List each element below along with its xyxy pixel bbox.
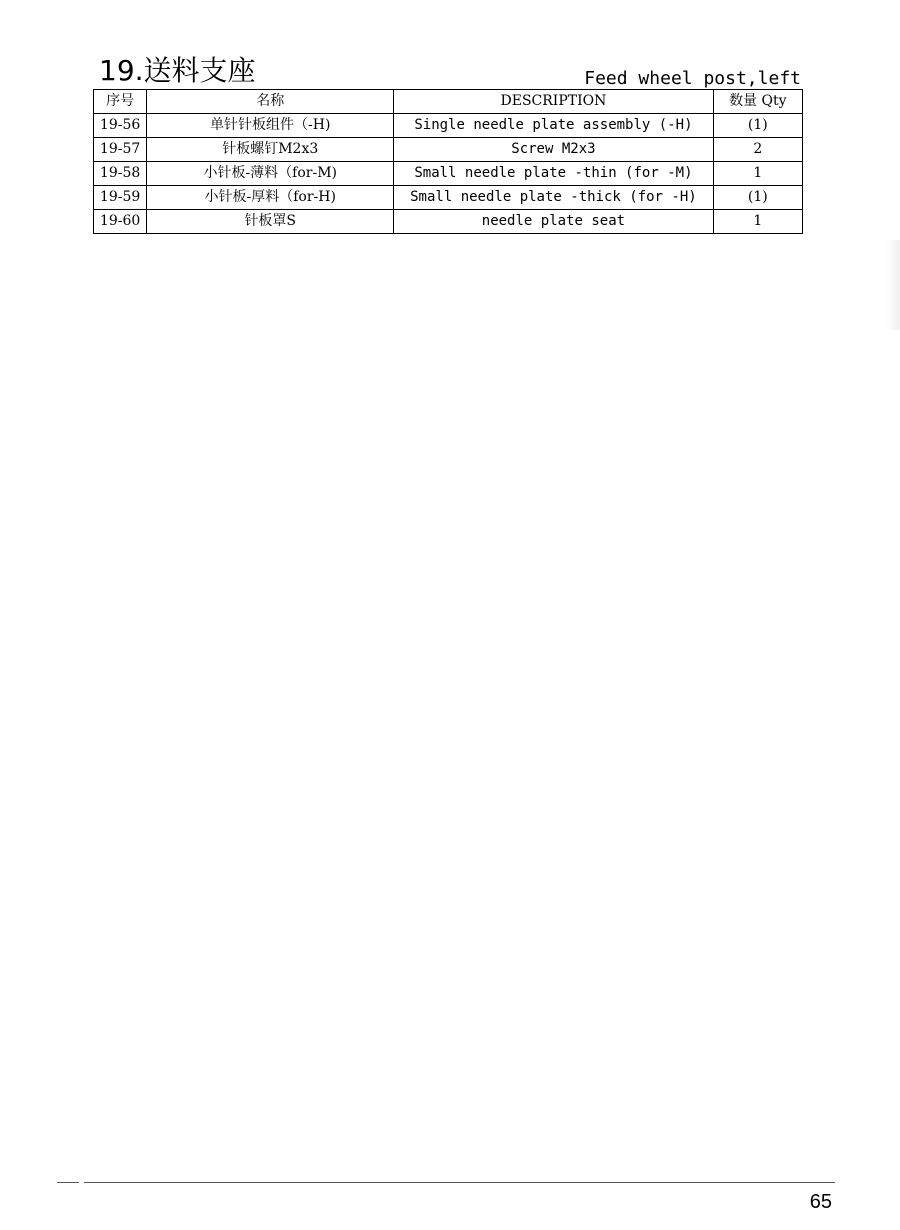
table-row [94, 210, 803, 234]
part-description: Small needle plate -thick (for -H) [394, 186, 713, 210]
section-title-english: Feed wheel post,left [584, 68, 801, 89]
part-qty: 2 [713, 138, 802, 162]
part-qty: 1 [713, 162, 802, 186]
part-number: 19-59 [94, 186, 147, 210]
part-description: Screw M2x3 [394, 138, 713, 162]
part-number: 19-56 [94, 114, 147, 138]
part-qty: (1) [713, 114, 802, 138]
part-name: 小针板-厚料（for-H) [147, 186, 394, 210]
section-title-chinese: 19.送料支座 [99, 54, 256, 87]
part-qty: 1 [713, 210, 802, 234]
footer-divider [84, 1182, 835, 1183]
parts-table [93, 89, 803, 234]
part-description: Single needle plate assembly (-H) [394, 114, 713, 138]
part-name: 针板螺钉M2x3 [147, 138, 394, 162]
table-header-row [94, 90, 803, 114]
column-header-qty: 数量 Qty [713, 90, 802, 114]
part-name: 单针针板组件（-H) [147, 114, 394, 138]
table-row [94, 162, 803, 186]
part-qty: (1) [713, 186, 802, 210]
footer-divider-short [57, 1182, 79, 1183]
table-row [94, 138, 803, 162]
table-row [94, 186, 803, 210]
part-number: 19-57 [94, 138, 147, 162]
column-header-name: 名称 [147, 90, 394, 114]
column-header-number: 序号 [94, 90, 147, 114]
part-description: needle plate seat [394, 210, 713, 234]
page-header [93, 52, 803, 90]
part-number: 19-58 [94, 162, 147, 186]
table-row [94, 114, 803, 138]
page-number: 65 [809, 1191, 832, 1213]
part-number: 19-60 [94, 210, 147, 234]
page-edge-shadow [886, 240, 900, 330]
column-header-description: DESCRIPTION [394, 90, 713, 114]
part-name: 小针板-薄料（for-M) [147, 162, 394, 186]
part-name: 针板罩S [147, 210, 394, 234]
part-description: Small needle plate -thin (for -M) [394, 162, 713, 186]
